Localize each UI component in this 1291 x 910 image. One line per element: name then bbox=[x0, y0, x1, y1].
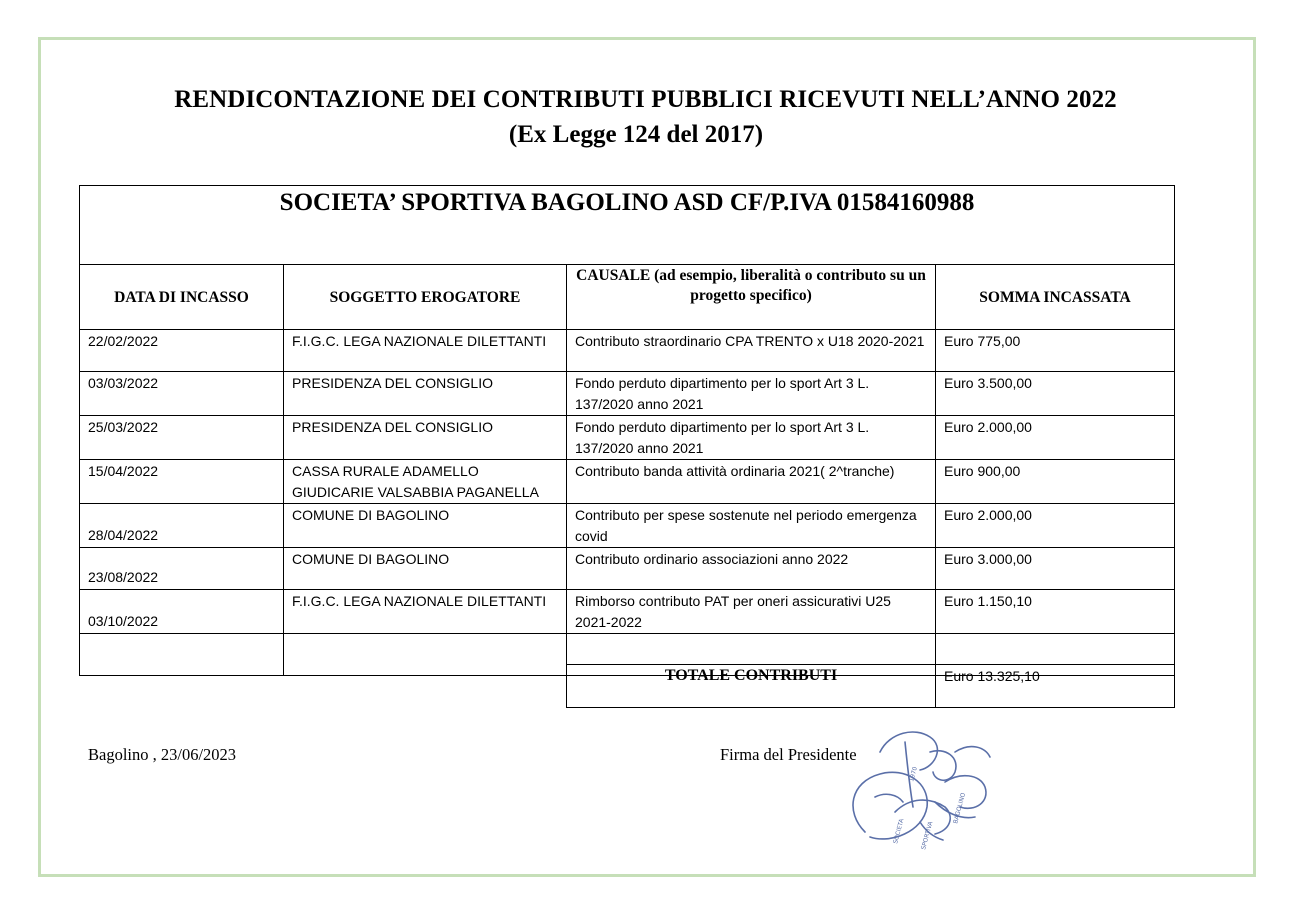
cell-date: 25/03/2022 bbox=[80, 416, 284, 460]
cell-reason: Contributo straordinario CPA TRENTO x U18 2020-2021 bbox=[567, 330, 936, 372]
cell-reason: Fondo perduto dipartimento per lo sport Art 3 L. 137/2020 anno 2021 bbox=[567, 372, 936, 416]
table-row bbox=[80, 330, 1175, 372]
cell-amount: Euro 1.150,10 bbox=[936, 590, 1175, 634]
cell-date: 03/10/2022 bbox=[80, 590, 284, 634]
svg-text:SPORTIVA: SPORTIVA bbox=[920, 820, 935, 851]
cell-date: 23/08/2022 bbox=[80, 548, 284, 590]
header-provider: SOGGETTO EROGATORE bbox=[284, 265, 567, 330]
cell-reason: Rimborso contributo PAT per oneri assicurativi U25 2021-2022 bbox=[567, 590, 936, 634]
header-amount: SOMMA INCASSATA bbox=[936, 265, 1175, 330]
cell-reason: Contributo per spese sostenute nel periodo emergenza covid bbox=[567, 504, 936, 548]
cell-amount: Euro 2.000,00 bbox=[936, 416, 1175, 460]
total-table bbox=[566, 664, 1175, 708]
cell-provider: PRESIDENZA DEL CONSIGLIO bbox=[284, 372, 567, 416]
cell-amount: Euro 900,00 bbox=[936, 460, 1175, 504]
organization-name: SOCIETA’ SPORTIVA BAGOLINO ASD CF/P.IVA 01584160988 bbox=[80, 186, 1175, 265]
cell-date: 22/02/2022 bbox=[80, 330, 284, 372]
svg-text:1970: 1970 bbox=[908, 765, 919, 783]
cell-provider: F.I.G.C. LEGA NAZIONALE DILETTANTI bbox=[284, 590, 567, 634]
cell-amount: Euro 3.000,00 bbox=[936, 548, 1175, 590]
cell-amount: Euro 775,00 bbox=[936, 330, 1175, 372]
empty-cell bbox=[80, 634, 284, 676]
table-row bbox=[80, 548, 1175, 590]
total-label: TOTALE CONTRIBUTI bbox=[567, 665, 936, 708]
cell-date: 15/04/2022 bbox=[80, 460, 284, 504]
svg-text:BAGOLINO: BAGOLINO bbox=[952, 791, 968, 825]
cell-reason: Contributo banda attività ordinaria 2021( 2^tranche) bbox=[567, 460, 936, 504]
empty-cell bbox=[284, 634, 567, 676]
cell-amount: Euro 2.000,00 bbox=[936, 504, 1175, 548]
table-header-row bbox=[80, 265, 1175, 330]
cell-provider: COMUNE DI BAGOLINO bbox=[284, 548, 567, 590]
table-row bbox=[80, 590, 1175, 634]
total-value: Euro 13.325,10 bbox=[936, 665, 1175, 708]
cell-reason: Contributo ordinario associazioni anno 2022 bbox=[567, 548, 936, 590]
cell-date: 28/04/2022 bbox=[80, 504, 284, 548]
cell-provider: CASSA RURALE ADAMELLO GIUDICARIE VALSABBIA PAGANELLA bbox=[284, 460, 567, 504]
table-row bbox=[80, 416, 1175, 460]
header-reason: CAUSALE (ad esempio, liberalità o contributo su un progetto specifico) bbox=[567, 265, 936, 330]
svg-text:SOCIETA: SOCIETA bbox=[892, 817, 906, 845]
table-row bbox=[80, 460, 1175, 504]
cell-provider: PRESIDENZA DEL CONSIGLIO bbox=[284, 416, 567, 460]
header-date: DATA DI INCASSO bbox=[80, 265, 284, 330]
cell-reason: Fondo perduto dipartimento per lo sport Art 3 L. 137/2020 anno 2021 bbox=[567, 416, 936, 460]
cell-provider: F.I.G.C. LEGA NAZIONALE DILETTANTI bbox=[284, 330, 567, 372]
document-subtitle: (Ex Legge 124 del 2017) bbox=[508, 121, 764, 148]
cell-provider: COMUNE DI BAGOLINO bbox=[284, 504, 567, 548]
cell-amount: Euro 3.500,00 bbox=[936, 372, 1175, 416]
signature-label: Firma del Presidente bbox=[720, 745, 857, 764]
cell-date: 03/03/2022 bbox=[80, 372, 284, 416]
stamp-signature-image bbox=[835, 712, 1005, 862]
table-row bbox=[80, 504, 1175, 548]
place-date: Bagolino , 23/06/2023 bbox=[88, 745, 237, 764]
table-row bbox=[80, 372, 1175, 416]
document-title: RENDICONTAZIONE DEI CONTRIBUTI PUBBLICI RICEVUTI NELL’ANNO 2022 bbox=[174, 86, 1117, 113]
contributions-table bbox=[79, 185, 1175, 676]
